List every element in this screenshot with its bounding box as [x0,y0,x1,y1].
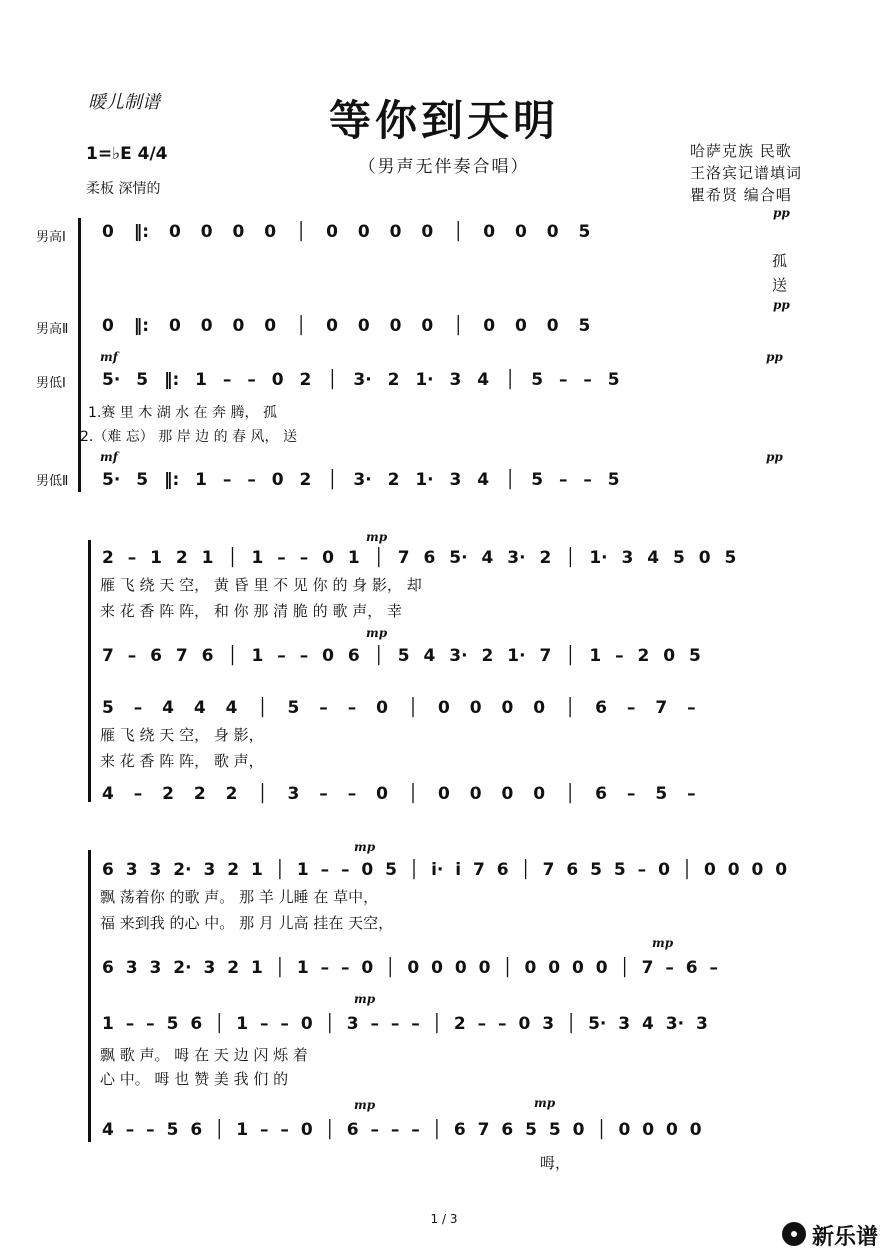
lyric: 来 花 香 阵 阵， 歌 声， [100,752,264,770]
logo-text: 新乐谱 [811,1225,878,1250]
lyric: 来 花 香 阵 阵， 和 你 那 清 脆 的 歌 声， 幸 [100,602,402,620]
notation-line: 0 ‖: 0 0 0 0 │ 0 0 0 0 │ 0 0 0 5 [102,316,591,336]
lyric: 飘 歌 声。 呣 在 天 边 闪 烁 着 [100,1046,308,1064]
dynamic-mark: pp [773,298,790,312]
part-name: 男高Ⅰ [36,230,66,245]
system-bracket [78,218,81,492]
dynamic-mark: mp [354,992,376,1006]
dynamic-mark: mp [354,1098,376,1112]
lyric: 2.（难 忘） 那 岸 边 的 春 风， 送 [80,429,297,445]
part-name: 男高Ⅱ [36,322,69,337]
dynamic-mark: mf [100,350,118,364]
tempo-marking: 柔板 深情的 [86,181,161,197]
lyric: 孤 [772,252,788,270]
dynamic-mark: pp [766,450,783,464]
lyric: 1.赛 里 木 湖 水 在 奔 腾， 孤 [88,405,277,421]
system-bracket [88,850,91,1142]
arranger-credit: 暖儿制谱 [88,92,160,113]
lyric: 送 [772,276,788,294]
notation-line: 0 ‖: 0 0 0 0 │ 0 0 0 0 │ 0 0 0 5 [102,222,591,242]
credit-line: 哈萨克族 民歌 [689,142,792,160]
notation-line: 5· 5 ‖: 1 – – 0 2 │ 3· 2 1· 3 4 │ 5 – – 5 [102,370,620,390]
lyric: 呣， [540,1154,571,1172]
credits [690,140,802,206]
page-title: 等你到天明 [328,96,559,145]
lyric: 飘 荡着你 的歌 声。 那 羊 儿睡 在 草中， [100,888,379,906]
notation-line: 4 – 2 2 2 │ 3 – – 0 │ 0 0 0 0 │ 6 – 5 – [102,784,696,804]
part-name: 男低Ⅰ [36,376,66,391]
notation-line: 2 – 1 2 1 │ 1 – – 0 1 │ 7 6 5· 4 3· 2 │ 1· 3 4 5 0 5 [102,548,737,568]
lyric: 福 来到我 的心 中。 那 月 儿高 挂在 天空， [100,914,394,932]
notation-line: 6 3 3 2· 3 2 1 │ 1 – – 0 5 │ i· i 7 6 │ 7 6 5 5 – 0 │ 0 0 0 0 [102,860,788,880]
disc-icon [782,1222,806,1246]
credit-line: 王洛宾记谱填词 [689,164,802,182]
part-name: 男低Ⅱ [36,474,69,489]
notation-line: 7 – 6 7 6 │ 1 – – 0 6 │ 5 4 3· 2 1· 7 │ 1 – 2 0 5 [102,646,701,666]
notation-line: 6 3 3 2· 3 2 1 │ 1 – – 0 │ 0 0 0 0 │ 0 0 0 0 │ 7 – 6 – [102,958,719,978]
site-logo [812,1220,878,1251]
dynamic-mark: mp [534,1096,556,1110]
dynamic-mark: mf [100,450,118,464]
dynamic-mark: mp [652,936,674,950]
dynamic-mark: mp [366,626,388,640]
page-subtitle: （男声无伴奏合唱） [358,157,530,177]
dynamic-mark: pp [773,206,790,220]
notation-line: 4 – – 5 6 │ 1 – – 0 │ 6 – – – │ 6 7 6 5 5 0 │ 0 0 0 0 [102,1120,702,1140]
dynamic-mark: mp [366,530,388,544]
dynamic-mark: pp [766,350,783,364]
lyric: 心 中。 呣 也 赞 美 我 们 的 [100,1070,289,1088]
notation-line: 1 – – 5 6 │ 1 – – 0 │ 3 – – – │ 2 – – 0 3 │ 5· 3 4 3· 3 [102,1014,708,1034]
key-signature: 1=♭E 4/4 [86,144,168,164]
notation-line: 5 – 4 4 4 │ 5 – – 0 │ 0 0 0 0 │ 6 – 7 – [102,698,696,718]
notation-line: 5· 5 ‖: 1 – – 0 2 │ 3· 2 1· 3 4 │ 5 – – 5 [102,470,620,490]
credit-line: 瞿希贤 编合唱 [689,186,792,204]
system-bracket [88,540,91,802]
lyric: 雁 飞 绕 天 空， 黄 昏 里 不 见 你 的 身 影， 却 [100,576,422,594]
page-number: 1 / 3 [430,1212,458,1226]
lyric: 雁 飞 绕 天 空， 身 影， [100,726,264,744]
dynamic-mark: mp [354,840,376,854]
